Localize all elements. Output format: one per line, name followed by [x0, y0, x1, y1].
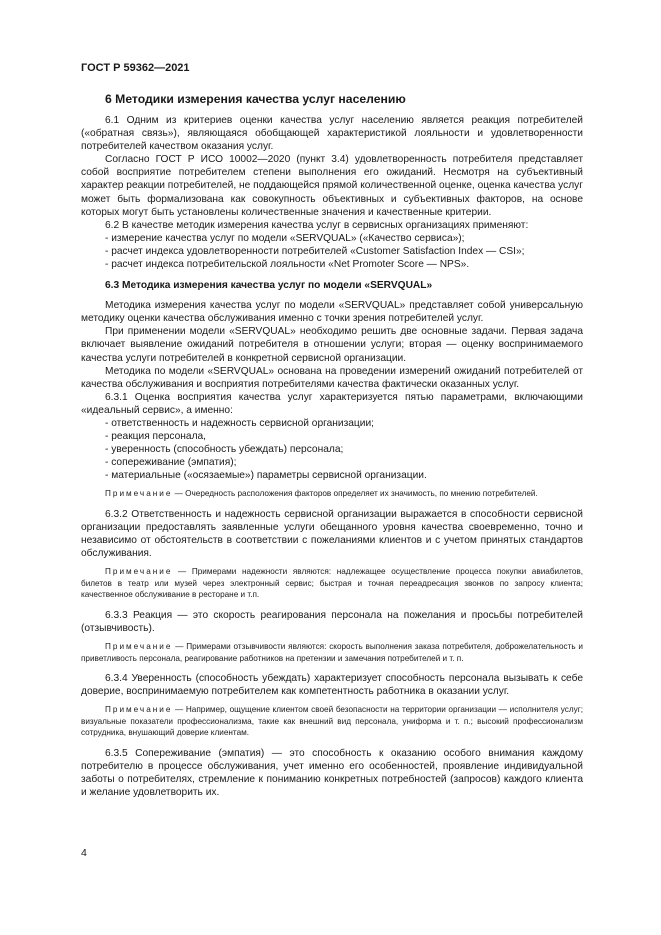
paragraph: Методика по модели «SERVQUAL» основана на проведении измерений ожиданий потребителей от качества обслуживания и восприятия потребителями качества фактически оказанных услуг.: [81, 365, 583, 390]
list-item: - ответственность и надежность сервисной организации;: [105, 417, 374, 429]
note-text: — Очередность расположения факторов определяет их значимость, по мнению потребителей.: [172, 489, 538, 499]
note-text: — Например, ощущение клиентом своей безопасности на территории организации — исполнителя услуг; визуальные показатели профессионализма, такие как внешний вид персонала, униформа и т. п.; высокий профессионализм сотрудника, внушающий доверие клиентам.: [81, 705, 583, 738]
paragraph-6-3-2: 6.3.2 Ответственность и надежность сервисной организации выражается в способности сервисной организации предоставлять заявленные услуги обещанного уровня качества своевременно, точно и независимо от обстоятельств в соответствии с пожеланиями клиентов и с учетом принятых стандартов обслуживания.: [81, 508, 583, 560]
document-code: ГОСТ Р 59362—2021: [81, 62, 190, 74]
page-number: 4: [81, 847, 87, 859]
paragraph-6-3-5: 6.3.5 Сопереживание (эмпатия) — это способность к оказанию особого внимания каждому потребителю в процессе обслуживания, учет именно его особенностей, проявление индивидуальной заботы о потребителях, стремление к пониманию конкретных потребностей (запросов) каждого клиента и желание удовлетворить их.: [81, 747, 583, 798]
paragraph-6-2: 6.2 В качестве методик измерения качества услуг в сервисных организациях применяют:: [105, 219, 529, 231]
list-item: - реакция персонала,: [105, 431, 207, 443]
list-item: - материальные («осязаемые») параметры сервисной организации.: [105, 470, 427, 482]
note-text: — Примерами отзывчивости являются: скорость выполнения заказа потребителя, доброжелательность и приветливость персонала, реагирование работников на претензии и замечания потребителей и т. п.: [81, 642, 583, 663]
paragraph: При применении модели «SERVQUAL» необходимо решить две основные задачи. Первая задача включает выявление ожиданий потребителя в отношении услуги; вторая — оценку воспринимаемого качества услуги потребителей в конкретной сервисной организации.: [81, 326, 583, 364]
paragraph-6-3-3: 6.3.3 Реакция — это скорость реагирования персонала на пожелания и просьбы потребителей (отзывчивость).: [81, 609, 583, 634]
paragraph-satisfaction: Согласно ГОСТ Р ИСО 10002—2020 (пункт 3.4) удовлетворенность потребителя представляет собой восприятие потребителем степени выполнения его ожиданий. Несмотря на субъективный характер реакции потребителей, не поддающейся прямой количественной оценке, оценка качества услуг может быть формализована как совокупность объективных и субъективных факторов, на основе которых могут быть установлены количественные значения и качественные критерии.: [81, 154, 583, 218]
note-label: Примечание: [105, 489, 173, 499]
paragraph-6-3-1: 6.3.1 Оценка восприятия качества услуг характеризуется пятью параметрами, включающими «идеальный сервис», а именно:: [81, 391, 583, 416]
paragraph: Методика измерения качества услуг по модели «SERVQUAL» представляет собой универсальную методику оценки качества обслуживания именно с точки зрения потребителей услуг.: [81, 300, 583, 325]
note-3: [81, 641, 583, 664]
section-title: 6 Методики измерения качества услуг населению: [105, 92, 406, 106]
list-item: - расчет индекса потребительской лояльности «Net Promoter Score — NPS».: [105, 259, 470, 271]
note-label: Примечание: [105, 567, 173, 577]
note-label: Примечание: [105, 705, 173, 715]
subsection-title: 6.3 Методика измерения качества услуг по модели «SERVQUAL»: [105, 280, 433, 292]
list-item: - сопереживание (эмпатия);: [105, 457, 237, 469]
list-item: - уверенность (способность убеждать) персонала;: [105, 444, 344, 456]
page-content: [81, 90, 583, 799]
note-text: — Примерами надежности являются: надлежащее осуществление процесса покупки авиабилетов, билетов в театр или музей через электронный сервис; быстрая и точная переадресация звонков по запросу клиента; качественное обслуживание в ресторане и т.п.: [81, 567, 583, 600]
list-item: - расчет индекса удовлетворенности потребителей «Customer Satisfaction Index — CSI»;: [105, 245, 525, 257]
note-1: [81, 488, 583, 500]
note-label: Примечание: [105, 642, 173, 651]
paragraph-6-1: 6.1 Одним из критериев оценки качества услуг населению является реакция потребителей («обратная связь»), являющаяся обобщающей характеристикой лояльности и удовлетворенности потребителей качеством оказания услуг.: [81, 115, 583, 153]
note-4: [81, 704, 583, 739]
note-2: [81, 566, 583, 601]
list-item: - измерение качества услуг по модели «SERVQUAL» («Качество сервиса»);: [105, 232, 465, 244]
paragraph-6-3-4: 6.3.4 Уверенность (способность убеждать) характеризует способность персонала вызывать к себе доверие, воспринимаемую потребителем как компетентность работника в оказании услуг.: [81, 673, 583, 698]
